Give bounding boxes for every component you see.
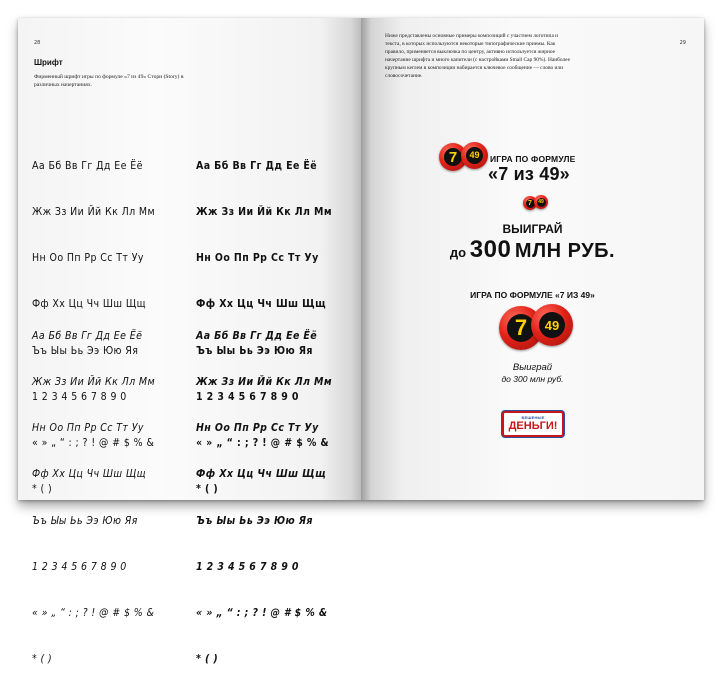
prize-amount-line: [361, 236, 704, 264]
game-label-small: ИГРА ПО ФОРМУЛЕ: [490, 154, 576, 164]
glyph-row: Нн Оо Пп Рр Сс Тт Уу: [196, 252, 319, 265]
glyph-row: * ( ): [196, 483, 219, 496]
glyph-row: 1 2 3 4 5 6 7 8 9 0: [32, 390, 127, 403]
glyph-row: Фф Хх Цц Чч Шш Щщ: [196, 298, 326, 311]
glyph-row: « » „ “ : ; ? ! @ # $ % &: [196, 607, 328, 620]
glyph-row: Жж Зз Ии Йй Кк Лл Мм: [196, 376, 332, 389]
left-page: [18, 18, 361, 666]
prize-headline: ВЫИГРАЙ: [502, 222, 563, 236]
logo-ball-49: [461, 142, 488, 169]
glyph-row: Фф Хх Цц Чч Шш Щщ: [32, 298, 146, 311]
glyph-row: « » „ “ : ; ? ! @ # $ % &: [32, 607, 155, 620]
glyph-row: Нн Оо Пп Рр Сс Тт Уу: [196, 422, 319, 435]
intro-text: Ниже представлены основные примеры композиций с участием логотипа и текста, в которых используются некоторые типографические приемы. Как правило, применяется выключка по центру, активно используется жирное начертание шрифта и много капители (с настройками Small Cap 90%). Наиболее крупным кеглем в композиции набирается ключевое сообщение — слово или словосочетание.: [385, 33, 570, 79]
game-title: «7 из 49»: [488, 164, 570, 184]
prize-prefix: до: [449, 245, 467, 260]
intro-text: Фирменный шрифт игры по формуле «7 из 49» Стори (Story) в различных начертаниях.: [34, 74, 184, 88]
glyph-sample-bold-italic: [196, 298, 332, 699]
logo-number: 49: [469, 150, 480, 160]
glyph-row: Ъъ Ыы Ьь Ээ Юю Яя: [196, 344, 313, 357]
section-title: Шрифт: [34, 58, 63, 67]
badge-main-text: ДЕНЬГИ!: [508, 420, 558, 432]
glyph-row: Ъъ Ыы Ьь Ээ Юю Яя: [32, 514, 138, 527]
logo-number: 49: [544, 317, 560, 333]
game-label-small: ИГРА ПО ФОРМУЛЕ «7 ИЗ 49»: [470, 290, 595, 300]
glyph-row: Фф Хх Цц Чч Шш Щщ: [32, 468, 146, 481]
glyph-row: * ( ): [32, 653, 53, 666]
prize-text: Выиграй: [512, 362, 553, 373]
badge-top-text: БЕШЕНЫЕ: [521, 415, 545, 420]
bonus-badge: [502, 411, 564, 437]
glyph-row: 1 2 3 4 5 6 7 8 9 0: [32, 560, 127, 573]
glyph-row: * ( ): [196, 653, 219, 666]
logo-number: 7: [514, 315, 528, 340]
glyph-row: Ъъ Ыы Ьь Ээ Юю Яя: [32, 344, 139, 357]
prize-text: до 300 млн руб.: [501, 374, 564, 384]
glyph-row: Аа Бб Вв Гг Дд Ее Ёё: [196, 159, 318, 172]
glyph-row: Аа Бб Вв Гг Дд Ее Ёё: [32, 159, 143, 172]
glyph-sample-italic: [32, 298, 155, 699]
prize-suffix: МЛН РУБ.: [514, 240, 616, 262]
logo-number: 7: [528, 199, 532, 207]
glyph-row: Фф Хх Цц Чч Шш Щщ: [196, 468, 326, 481]
right-page: [361, 18, 704, 500]
glyph-row: Нн Оо Пп Рр Сс Тт Уу: [32, 422, 144, 435]
glyph-row: Жж Зз Ии Йй Кк Лл Мм: [32, 206, 156, 219]
glyph-row: * ( ): [32, 483, 53, 496]
glyph-row: Аа Бб Вв Гг Дд Ее Ёё: [32, 329, 143, 342]
prize-amount: 300: [469, 236, 512, 263]
page-number: 29: [679, 40, 686, 46]
logo-number: 7: [448, 148, 458, 166]
glyph-row: « » „ “ : ; ? ! @ # $ % &: [196, 437, 330, 450]
glyph-row: « » „ “ : ; ? ! @ # $ % &: [32, 437, 155, 450]
logo-ball-49: [534, 195, 548, 209]
glyph-row: Нн Оо Пп Рр Сс Тт Уу: [32, 252, 144, 265]
glyph-row: Жж Зз Ии Йй Кк Лл Мм: [196, 206, 332, 219]
page-number: 28: [34, 40, 41, 46]
logo-ball-49: [531, 304, 573, 346]
glyph-row: 1 2 3 4 5 6 7 8 9 0: [196, 390, 299, 403]
glyph-row: Ъъ Ыы Ьь Ээ Юю Яя: [196, 514, 313, 527]
glyph-row: Жж Зз Ии Йй Кк Лл Мм: [32, 376, 156, 389]
logo-number: 49: [538, 198, 544, 205]
glyph-row: 1 2 3 4 5 6 7 8 9 0: [196, 560, 299, 573]
magazine-spread: [18, 18, 704, 666]
glyph-row: Аа Бб Вв Гг Дд Ее Ёё: [196, 329, 318, 342]
